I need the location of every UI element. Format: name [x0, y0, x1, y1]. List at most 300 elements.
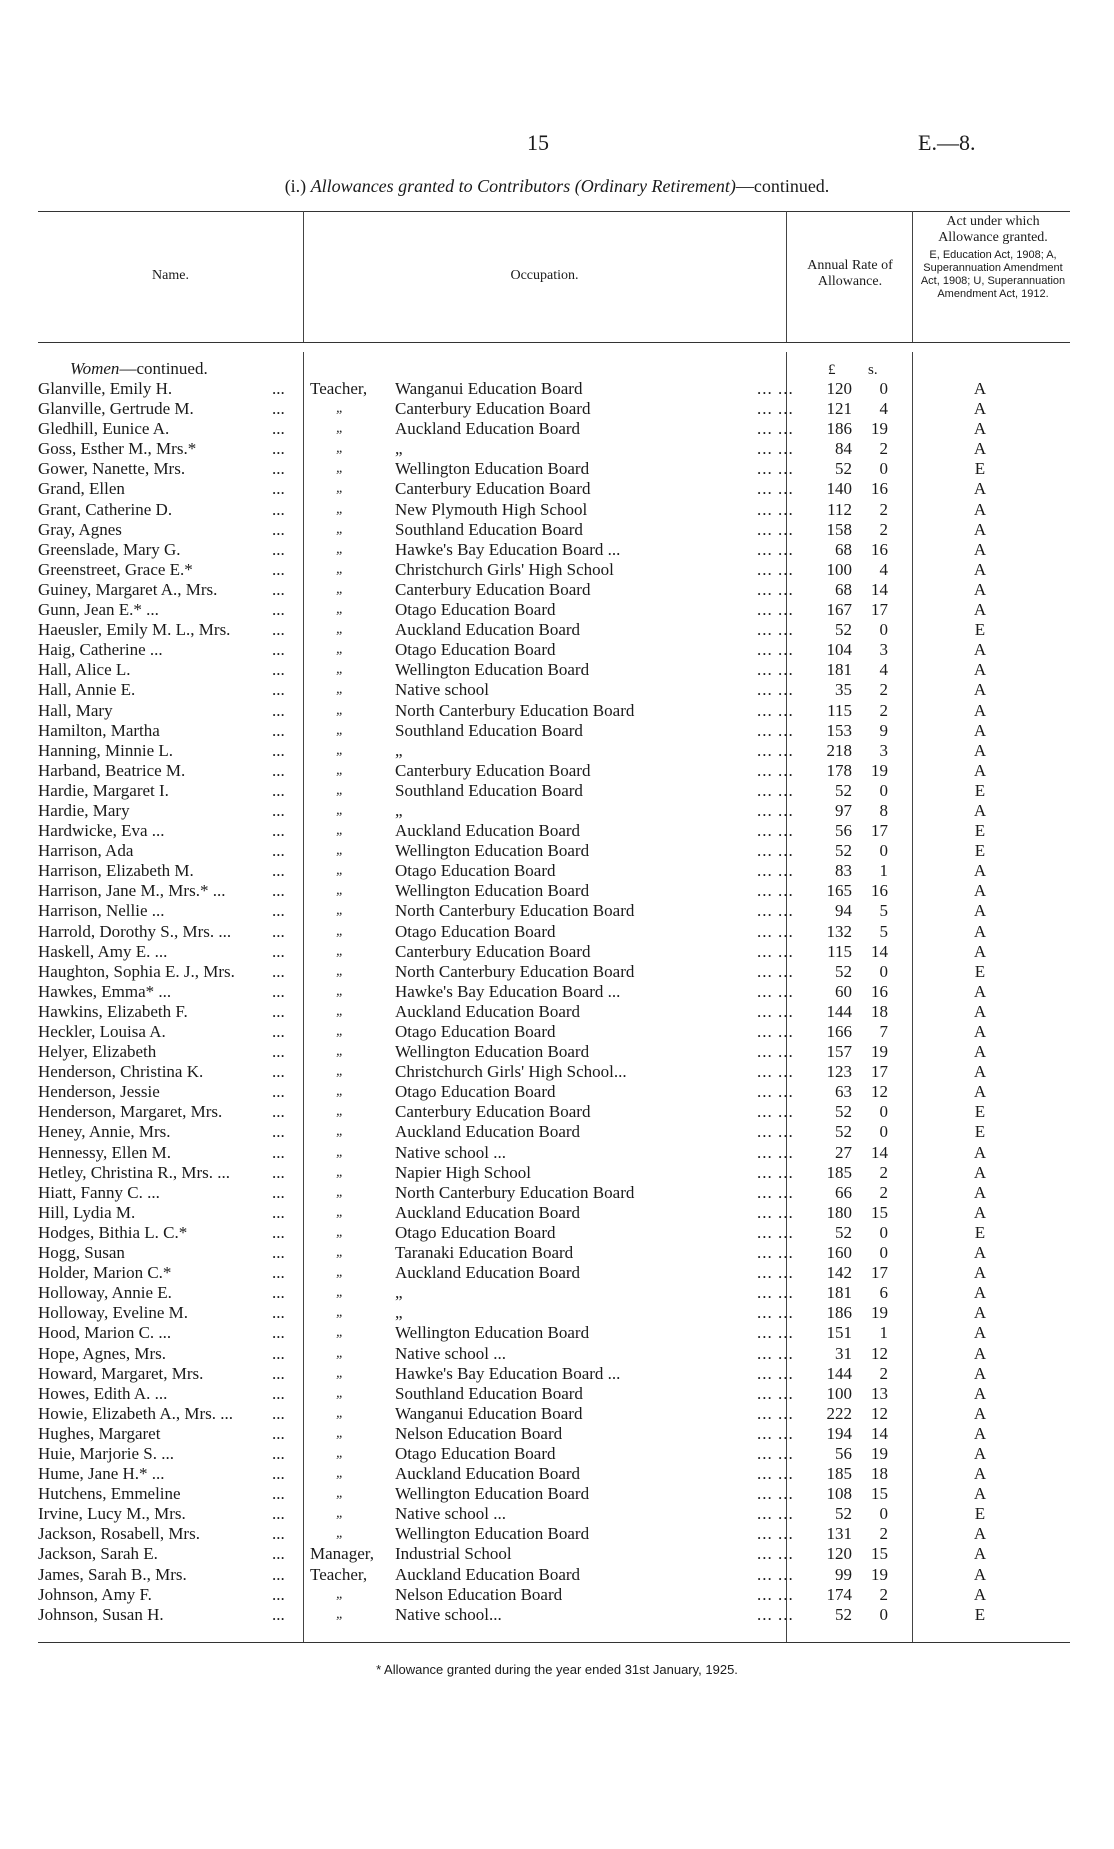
row-leader-dots: ... ...	[757, 1504, 794, 1524]
table-row	[0, 1464, 1114, 1484]
row-name: Hope, Agnes, Mrs.	[38, 1343, 166, 1363]
row-rate-pounds: 115	[827, 700, 852, 720]
row-rate-pounds: 186	[826, 1303, 852, 1323]
row-leader-dots: ...	[272, 1584, 285, 1604]
row-leader-dots: ... ...	[757, 961, 794, 981]
row-occupation: Wellington Education Board	[395, 1042, 590, 1062]
row-name: Glanville, Emily H.	[38, 379, 173, 398]
table-row	[0, 1323, 1114, 1343]
row-occupation: Otago Education Board	[395, 640, 556, 660]
row-rate-pounds: 27	[835, 1142, 852, 1162]
row-act-code: A	[973, 740, 987, 760]
row-ditto-mark: „	[336, 1445, 344, 1461]
table-top-rule	[38, 211, 1070, 212]
row-leader-dots: ...	[272, 1102, 285, 1122]
row-leader-dots: ... ...	[757, 439, 794, 459]
row-rate-shillings: 15	[871, 1484, 888, 1504]
row-ditto-mark: „	[336, 863, 344, 879]
row-rate-pounds: 194	[826, 1423, 852, 1443]
row-rate-shillings: 0	[879, 1243, 888, 1263]
row-ditto-mark: „	[336, 1224, 344, 1240]
row-rate-shillings: 17	[871, 1062, 888, 1082]
row-occupation: Industrial School	[395, 1544, 512, 1564]
row-rate-pounds: 94	[835, 901, 852, 921]
header-bottom-rule	[38, 342, 1070, 343]
row-rate-shillings: 18	[871, 1464, 888, 1484]
row-rate-shillings: 19	[871, 1443, 888, 1463]
table-row	[0, 881, 1114, 901]
row-name: Hodges, Bithia L. C.*	[38, 1222, 188, 1242]
table-row	[0, 660, 1114, 680]
row-occupation: Wanganui Education Board	[395, 379, 583, 398]
row-act-code: A	[973, 1202, 987, 1222]
row-rate-shillings: 0	[879, 1102, 888, 1122]
row-rate-pounds: 120	[826, 379, 852, 398]
row-act-code: A	[973, 1564, 987, 1584]
row-act-code: E	[974, 620, 986, 640]
row-rate-pounds: 35	[835, 680, 852, 700]
row-act-code: E	[974, 1222, 986, 1242]
row-leader-dots: ... ...	[757, 1162, 794, 1182]
row-name: Hall, Annie E.	[38, 680, 136, 700]
row-rate-pounds: 131	[826, 1524, 852, 1544]
row-rate-shillings: 19	[871, 1042, 888, 1062]
row-rate-shillings: 7	[879, 1022, 888, 1041]
row-leader-dots: ... ...	[757, 640, 794, 660]
row-name: Howie, Elizabeth A., Mrs. ...	[38, 1403, 233, 1423]
row-leader-dots: ...	[272, 1423, 285, 1443]
row-leader-dots: ... ...	[757, 479, 794, 499]
table-row	[0, 761, 1114, 781]
row-act-code: A	[973, 379, 987, 398]
row-rate-shillings: 16	[871, 479, 888, 499]
row-rate-pounds: 52	[835, 1504, 852, 1524]
subtitle-suffix: —continued.	[735, 176, 830, 196]
row-occupation: Wellington Education Board	[395, 1524, 590, 1544]
row-ditto-mark: „	[336, 983, 344, 999]
table-row	[0, 1283, 1114, 1303]
row-rate-pounds: 158	[826, 519, 852, 539]
row-occupation: Canterbury Education Board	[395, 579, 591, 599]
row-leader-dots: ... ...	[757, 1142, 794, 1162]
table-row	[0, 861, 1114, 881]
row-leader-dots: ...	[272, 1222, 285, 1242]
row-leader-dots: ... ...	[757, 620, 794, 640]
row-rate-shillings: 0	[879, 1604, 888, 1624]
row-rate-pounds: 218	[826, 740, 852, 760]
row-name: Hetley, Christina R., Mrs. ...	[38, 1162, 231, 1182]
table-row	[0, 1444, 1114, 1464]
row-leader-dots: ...	[272, 1082, 285, 1102]
table-row	[0, 1002, 1114, 1022]
row-ditto-mark: „	[336, 1606, 344, 1622]
row-leader-dots: ... ...	[757, 579, 794, 599]
row-occupation: North Canterbury Education Board	[395, 1182, 635, 1202]
row-name: Hawkins, Elizabeth F.	[38, 1001, 188, 1021]
row-rate-shillings: 0	[879, 780, 888, 800]
row-name: Holder, Marion C.*	[38, 1263, 172, 1283]
row-occupation: Hawke's Bay Education Board ...	[395, 539, 621, 559]
row-leader-dots: ...	[272, 821, 285, 841]
row-rate-pounds: 185	[826, 1464, 852, 1484]
row-ditto-mark: „	[336, 1245, 344, 1261]
row-leader-dots: ... ...	[757, 1102, 794, 1122]
row-name: Hennessy, Ellen M.	[38, 1142, 171, 1162]
row-rate-shillings: 12	[871, 1082, 888, 1102]
footnote: * Allowance granted during the year ended 31st January, 1925.	[376, 1662, 738, 1677]
table-row	[0, 500, 1114, 520]
row-name: Hardie, Margaret I.	[38, 780, 169, 800]
row-rate-shillings: 6	[879, 1283, 888, 1303]
row-leader-dots: ...	[272, 841, 285, 861]
row-leader-dots: ... ...	[757, 841, 794, 861]
row-name: Haughton, Sophia E. J., Mrs.	[38, 961, 235, 981]
row-occupation: Wellington Education Board	[395, 881, 590, 901]
row-leader-dots: ...	[272, 780, 285, 800]
row-rate-pounds: 186	[826, 419, 852, 439]
row-act-code: A	[973, 1162, 987, 1182]
row-leader-dots: ... ...	[757, 660, 794, 680]
row-ditto-mark: „	[336, 581, 344, 597]
section-label-main: Women	[70, 359, 120, 378]
table-row	[0, 1605, 1114, 1625]
row-rate-pounds: 52	[835, 961, 852, 981]
row-rate-shillings: 2	[879, 700, 888, 720]
row-occupation: Nelson Education Board	[395, 1423, 563, 1443]
row-leader-dots: ...	[272, 1283, 285, 1303]
table-row	[0, 962, 1114, 982]
row-leader-dots: ... ...	[757, 981, 794, 1001]
row-rate-pounds: 120	[826, 1544, 852, 1564]
row-occupation: Napier High School	[395, 1162, 531, 1182]
row-occupation: „	[395, 1303, 403, 1323]
table-row	[0, 459, 1114, 479]
row-leader-dots: ... ...	[757, 1343, 794, 1363]
row-leader-dots: ...	[272, 1323, 285, 1343]
row-rate-pounds: 167	[826, 600, 852, 620]
row-leader-dots: ...	[272, 1122, 285, 1142]
row-leader-dots: ...	[272, 1524, 285, 1544]
row-leader-dots: ...	[272, 499, 285, 519]
row-leader-dots: ...	[272, 1062, 285, 1082]
row-leader-dots: ... ...	[757, 1222, 794, 1242]
row-name: Henderson, Christina K.	[38, 1062, 204, 1082]
row-act-code: A	[973, 1263, 987, 1283]
row-leader-dots: ... ...	[757, 1403, 794, 1423]
row-occupation: Otago Education Board	[395, 921, 556, 941]
row-rate-shillings: 2	[879, 1524, 888, 1544]
table-row	[0, 1203, 1114, 1223]
units-pounds: £	[828, 362, 836, 378]
row-rate-shillings: 4	[879, 660, 888, 680]
row-occupation: Wanganui Education Board	[395, 1403, 583, 1423]
row-name: Guiney, Margaret A., Mrs.	[38, 579, 218, 599]
row-rate-pounds: 112	[827, 499, 852, 519]
row-ditto-mark: „	[336, 883, 344, 899]
row-name: Hall, Alice L.	[38, 660, 131, 680]
row-name: Haeusler, Emily M. L., Mrs.	[38, 620, 231, 640]
row-leader-dots: ...	[272, 1022, 285, 1041]
row-occupation-prefix: Teacher,	[310, 1564, 368, 1584]
row-occupation: New Plymouth High School	[395, 499, 588, 519]
row-leader-dots: ... ...	[757, 1062, 794, 1082]
row-rate-shillings: 19	[871, 1564, 888, 1584]
row-rate-pounds: 52	[835, 620, 852, 640]
row-ditto-mark: „	[336, 622, 344, 638]
row-name: Hardie, Mary	[38, 800, 130, 820]
row-rate-pounds: 60	[835, 981, 852, 1001]
row-leader-dots: ...	[272, 1443, 285, 1463]
row-leader-dots: ... ...	[757, 1202, 794, 1222]
row-occupation: Native school ...	[395, 1142, 506, 1162]
table-row	[0, 821, 1114, 841]
row-occupation: Christchurch Girls' High School...	[395, 1062, 627, 1082]
row-ditto-mark: „	[336, 401, 344, 417]
row-leader-dots: ... ...	[757, 519, 794, 539]
row-act-code: A	[973, 700, 987, 720]
row-act-code: A	[973, 499, 987, 519]
row-name: Hardwicke, Eva ...	[38, 821, 165, 841]
row-occupation: Auckland Education Board	[395, 1202, 581, 1222]
row-rate-shillings: 14	[871, 579, 888, 599]
row-leader-dots: ...	[272, 519, 285, 539]
row-occupation: North Canterbury Education Board	[395, 700, 635, 720]
row-leader-dots: ... ...	[757, 1524, 794, 1544]
row-leader-dots: ...	[272, 1303, 285, 1323]
table-row	[0, 620, 1114, 640]
row-leader-dots: ... ...	[757, 901, 794, 921]
row-occupation: Wellington Education Board	[395, 1323, 590, 1343]
row-rate-pounds: 52	[835, 1102, 852, 1122]
row-rate-shillings: 9	[879, 720, 888, 740]
row-rate-shillings: 4	[879, 399, 888, 419]
table-row	[0, 479, 1114, 499]
row-ditto-mark: „	[336, 1325, 344, 1341]
section-label	[70, 359, 208, 379]
row-rate-shillings: 2	[879, 1363, 888, 1383]
row-name: Howard, Margaret, Mrs.	[38, 1363, 204, 1383]
column-divider	[912, 211, 913, 342]
table-row	[0, 1243, 1114, 1263]
row-ditto-mark: „	[336, 682, 344, 698]
row-rate-pounds: 142	[826, 1263, 852, 1283]
row-ditto-mark: „	[336, 1305, 344, 1321]
row-leader-dots: ... ...	[757, 780, 794, 800]
row-name: Holloway, Annie E.	[38, 1283, 172, 1303]
row-ditto-mark: „	[336, 561, 344, 577]
row-rate-pounds: 180	[826, 1202, 852, 1222]
row-rate-pounds: 153	[826, 720, 852, 740]
row-occupation: Canterbury Education Board	[395, 941, 591, 961]
table-row	[0, 439, 1114, 459]
row-leader-dots: ...	[272, 1564, 285, 1584]
row-rate-pounds: 174	[826, 1584, 852, 1604]
row-ditto-mark: „	[336, 1044, 344, 1060]
row-act-code: A	[973, 800, 987, 820]
row-act-code: A	[973, 901, 987, 921]
row-leader-dots: ... ...	[757, 459, 794, 479]
row-ditto-mark: „	[336, 823, 344, 839]
row-act-code: A	[973, 981, 987, 1001]
table-row	[0, 1384, 1114, 1404]
row-leader-dots: ...	[272, 1403, 285, 1423]
row-name: Hood, Marion C. ...	[38, 1323, 172, 1343]
row-occupation: Christchurch Girls' High School	[395, 559, 614, 579]
row-leader-dots: ... ...	[757, 1303, 794, 1323]
row-rate-shillings: 5	[879, 901, 888, 921]
row-rate-shillings: 2	[879, 1162, 888, 1182]
row-ditto-mark: „	[336, 802, 344, 818]
row-rate-pounds: 100	[826, 559, 852, 579]
row-occupation: „	[395, 1283, 403, 1303]
row-act-code: E	[974, 841, 986, 861]
row-name: Heney, Annie, Mrs.	[38, 1122, 171, 1142]
table-row	[0, 1404, 1114, 1424]
row-occupation: Otago Education Board	[395, 861, 556, 881]
row-occupation: Auckland Education Board	[395, 821, 581, 841]
row-rate-shillings: 1	[879, 1323, 888, 1343]
subtitle-title: Allowances granted to Contributors (Ordinary Retirement)	[310, 176, 736, 196]
row-ditto-mark: „	[336, 1084, 344, 1100]
row-occupation: Taranaki Education Board	[395, 1243, 574, 1263]
table-row	[0, 841, 1114, 861]
row-leader-dots: ... ...	[757, 921, 794, 941]
row-rate-shillings: 4	[879, 559, 888, 579]
row-ditto-mark: „	[336, 1184, 344, 1200]
table-row	[0, 1062, 1114, 1082]
row-name: Grant, Catherine D.	[38, 499, 173, 519]
row-rate-pounds: 83	[835, 861, 852, 881]
table-row	[0, 922, 1114, 942]
row-rate-shillings: 14	[871, 941, 888, 961]
row-leader-dots: ... ...	[757, 1042, 794, 1062]
row-occupation: Southland Education Board	[395, 519, 583, 539]
row-leader-dots: ... ...	[757, 1263, 794, 1283]
row-act-code: A	[973, 1303, 987, 1323]
row-name: Gray, Agnes	[38, 519, 122, 539]
row-leader-dots: ... ...	[757, 1122, 794, 1142]
row-ditto-mark: „	[336, 843, 344, 859]
row-rate-shillings: 0	[879, 1122, 888, 1142]
row-rate-shillings: 17	[871, 600, 888, 620]
table-row	[0, 560, 1114, 580]
row-leader-dots: ... ...	[757, 1001, 794, 1021]
row-leader-dots: ... ...	[757, 1082, 794, 1102]
row-leader-dots: ...	[272, 479, 285, 499]
table-row	[0, 1364, 1114, 1384]
row-act-code: A	[973, 1544, 987, 1564]
row-name: Greenstreet, Grace E.*	[38, 559, 193, 579]
table-row	[0, 1082, 1114, 1102]
row-act-code: A	[973, 1001, 987, 1021]
row-rate-pounds: 100	[826, 1383, 852, 1403]
row-name: Haskell, Amy E. ...	[38, 941, 168, 961]
row-leader-dots: ...	[272, 1383, 285, 1403]
row-leader-dots: ... ...	[757, 419, 794, 439]
table-row	[0, 721, 1114, 741]
row-act-code: A	[973, 1484, 987, 1504]
row-occupation: Otago Education Board	[395, 1082, 556, 1102]
row-act-code: A	[973, 941, 987, 961]
row-name: Hanning, Minnie L.	[38, 740, 174, 760]
row-ditto-mark: „	[336, 602, 344, 618]
row-act-code: A	[973, 1182, 987, 1202]
row-leader-dots: ...	[272, 720, 285, 740]
row-name: Helyer, Elizabeth	[38, 1042, 157, 1062]
row-rate-pounds: 68	[835, 579, 852, 599]
row-leader-dots: ...	[272, 1464, 285, 1484]
row-name: Harrison, Elizabeth M.	[38, 861, 194, 881]
row-ditto-mark: „	[336, 481, 344, 497]
row-act-code: A	[973, 1524, 987, 1544]
row-leader-dots: ... ...	[757, 800, 794, 820]
row-occupation-prefix: Manager,	[310, 1544, 374, 1564]
row-leader-dots: ...	[272, 680, 285, 700]
row-rate-shillings: 18	[871, 1001, 888, 1021]
row-occupation: Auckland Education Board	[395, 1263, 581, 1283]
row-leader-dots: ... ...	[757, 1584, 794, 1604]
row-rate-pounds: 63	[835, 1082, 852, 1102]
row-ditto-mark: „	[336, 1285, 344, 1301]
row-rate-shillings: 3	[879, 640, 888, 660]
row-act-code: E	[974, 1122, 986, 1142]
row-rate-shillings: 0	[879, 1222, 888, 1242]
row-rate-shillings: 19	[871, 760, 888, 780]
row-occupation: Canterbury Education Board	[395, 479, 591, 499]
row-leader-dots: ... ...	[757, 1604, 794, 1624]
row-occupation: Otago Education Board	[395, 1443, 556, 1463]
row-act-code: E	[974, 1102, 986, 1122]
row-ditto-mark: „	[336, 702, 344, 718]
row-occupation: Hawke's Bay Education Board ...	[395, 981, 621, 1001]
row-name: Hawkes, Emma* ...	[38, 981, 172, 1001]
row-leader-dots: ...	[272, 1142, 285, 1162]
row-leader-dots: ...	[272, 1042, 285, 1062]
row-act-code: A	[973, 519, 987, 539]
row-leader-dots: ...	[272, 901, 285, 921]
row-ditto-mark: „	[336, 1466, 344, 1482]
row-name: Hiatt, Fanny C. ...	[38, 1182, 160, 1202]
row-rate-shillings: 2	[879, 680, 888, 700]
row-rate-pounds: 123	[826, 1062, 852, 1082]
row-rate-pounds: 222	[826, 1403, 852, 1423]
row-name: Henderson, Margaret, Mrs.	[38, 1102, 223, 1122]
row-leader-dots: ...	[272, 579, 285, 599]
row-leader-dots: ...	[272, 1243, 285, 1263]
row-act-code: A	[973, 1403, 987, 1423]
row-leader-dots: ...	[272, 559, 285, 579]
row-ditto-mark: „	[336, 1265, 344, 1281]
table-row	[0, 1102, 1114, 1122]
row-occupation: North Canterbury Education Board	[395, 901, 635, 921]
page-number: 15	[527, 130, 549, 155]
row-ditto-mark: „	[336, 1486, 344, 1502]
row-act-code: A	[973, 881, 987, 901]
row-leader-dots: ...	[272, 1343, 285, 1363]
row-name: Huie, Marjorie S. ...	[38, 1443, 174, 1463]
row-leader-dots: ... ...	[757, 941, 794, 961]
row-ditto-mark: „	[336, 1425, 344, 1441]
row-rate-pounds: 108	[826, 1484, 852, 1504]
row-ditto-mark: „	[336, 903, 344, 919]
row-ditto-mark: „	[336, 742, 344, 758]
row-leader-dots: ...	[272, 760, 285, 780]
row-occupation: Wellington Education Board	[395, 841, 590, 861]
table-row	[0, 1263, 1114, 1283]
row-act-code: A	[973, 559, 987, 579]
table-row	[0, 801, 1114, 821]
row-leader-dots: ... ...	[757, 1323, 794, 1343]
